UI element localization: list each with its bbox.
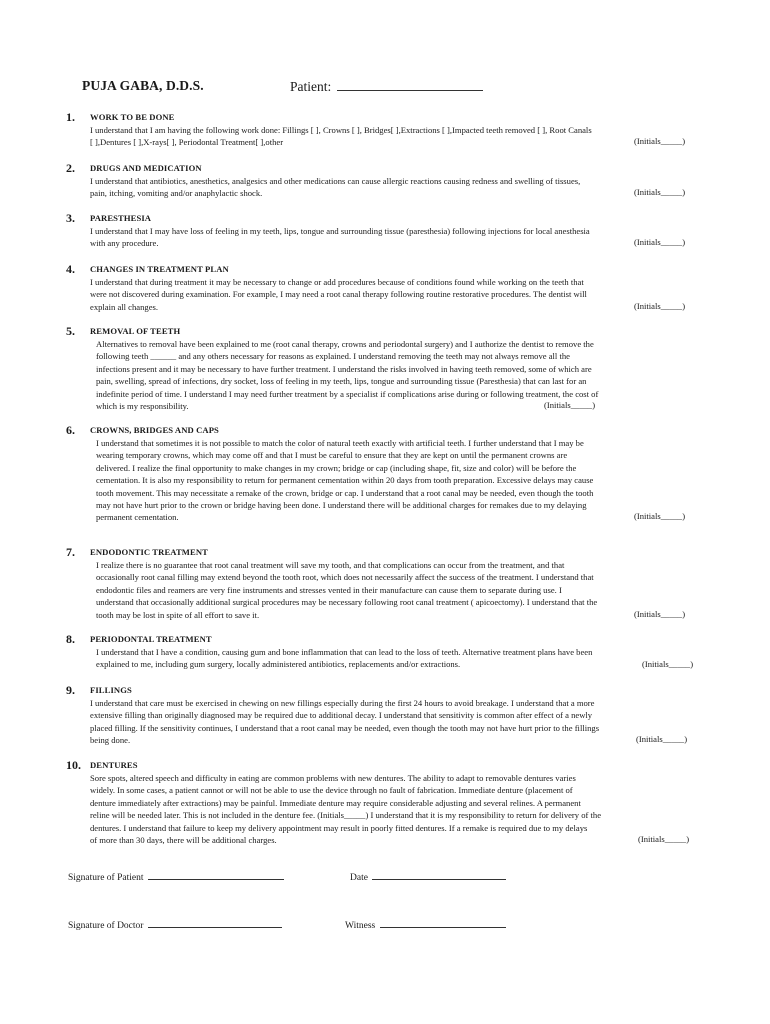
section-title: ENDODONTIC TREATMENT [90,547,208,557]
patient-name-line[interactable] [337,78,483,91]
signature-doctor-line[interactable] [148,918,282,928]
section-body: I understand that during treatment it may be necessary to change or add procedures because of conditions found while working on the teeth that were not discovered during examination. For example, I may need a root canal therapy following routine restorative procedures. The dentist will explain all changes. [90,277,587,312]
witness-field[interactable] [345,918,506,931]
section-body: I understand that care must be exercised in chewing on new fillings especially during the first 24 hours to avoid breakage. I understand that a more extensive filling than originally diagnosed may be required due to additional decay. I understand that sensitivity is common after effect of a newly placed filling. If the sensitivity continues, I understand that a root canal may be needed, even though the tooth may not have hurt prior to the fillings being done. [90,698,600,746]
section-title: PARESTHESIA [90,213,152,223]
initials-field[interactable]: (Initials_____) [642,659,694,669]
section-number: 4. [66,262,75,276]
section-title: REMOVAL OF TEETH [90,326,181,336]
initials-field[interactable]: (Initials_____) [636,734,688,744]
section-number: 6. [66,423,75,437]
witness-line[interactable] [380,918,506,928]
section-body: I realize there is no guarantee that root canal treatment will save my tooth, and that complications can occur from the treatment, and that occasionally root canal filling may extend beyond the tooth root, which does not necessarily affect the success of the treatment. I understand that endodontic files and reamers are very fine instruments and stresses vented in their manufacture can cause them to separate during use. I understand that occasionally additional surgical procedures may be necessary following root canal treatment ( apicoectomy). I understand that the tooth may be lost in spite of all effort to save it. [96,560,598,620]
section-title: DRUGS AND MEDICATION [90,163,202,173]
signature-doctor-label: Signature of Doctor [68,921,146,931]
section-body: I understand that I have a condition, causing gum and bone inflammation that can lead to the loss of teeth. Alternative treatment plans have been explained to me, including gum surgery, locally administered antibiotics, replacements and/or extractions. [96,647,593,670]
section-body: I understand that I am having the following work done: Fillings [ ], Crowns [ ], Bridges[ ],Extractions [ ],Impacted teeth removed [ ], Root Canals [ ],Dentures [ ],X-rays[ ], Periodontal Treatment[ ],other [90,125,592,148]
section-title: CHANGES IN TREATMENT PLAN [90,264,229,274]
date-label: Date [350,873,371,883]
section-number: 1. [66,110,75,124]
section-number: 2. [66,161,75,175]
section-number: 8. [66,632,75,646]
signature-patient-line[interactable] [148,870,284,880]
signature-patient-label: Signature of Patient [68,873,146,883]
date-field[interactable] [350,870,506,883]
section-title: CROWNS, BRIDGES AND CAPS [90,425,219,435]
initials-field[interactable]: (Initials_____) [634,301,686,311]
section-body: Sore spots, altered speech and difficulty in eating are common problems with new dentures. The ability to adapt to removable dentures varies widely. In some cases, a patient cannot or will not be able to use the device through no fault of fabrication. Immediate denture (placement of denture immediately after extractions) may be painful. Immediate denture may require considerable adjusting and several relines. A permanent reline will be needed later. This is not included in the denture fee. (Initials_____) I understand that it is my responsibility to return for delivery of the dentures. I understand that failure to keep my delivery appointment may result in poorly fitted dentures. If a remake is required due to my delays of more than 30 days, there will be additional charges. [90,773,602,846]
signature-patient-field[interactable] [68,870,284,883]
initials-field[interactable]: (Initials_____) [634,609,686,619]
signature-doctor-field[interactable] [68,918,282,931]
section-title: PERIODONTAL TREATMENT [90,634,212,644]
patient-field[interactable] [290,78,483,95]
section-number: 7. [66,545,75,559]
section-body: I understand that sometimes it is not possible to match the color of natural teeth exactly with artificial teeth. I further understand that I may be wearing temporary crowns, which may come off and that I must be careful to ensure that they are kept on until the permanent crowns are delivered. I realize the final opportunity to make changes in my crown; bridge or cap (including shape, fit, size and color) will be before the cementation. It is also my responsibility to return for permanent cementation within 20 days from tooth preparation. Excessive delays may cause tooth movement. This may necessitate a remake of the crown, bridge or cap. I understand that a root canal may be needed, even though the tooth may not have hurt prior to the crown or bridge having been done. I understand there will be additional charges for remakes due to my delaying permanent cementation. [96,438,594,523]
initials-field[interactable]: (Initials_____) [634,136,686,146]
initials-field[interactable]: (Initials_____) [638,834,690,844]
section-title: FILLINGS [90,685,132,695]
section-body: I understand that antibiotics, anesthetics, analgesics and other medications can cause allergic reactions causing redness and swelling of tissues, pain, itching, vomiting and/or anaphylactic shock. [90,176,581,199]
section-title: WORK TO BE DONE [90,112,175,122]
section-body: I understand that I may have loss of feeling in my teeth, lips, tongue and surrounding tissue (paresthesia) following injections for local anesthesia with any procedure. [90,226,590,249]
section-number: 3. [66,211,75,225]
section-title: DENTURES [90,760,138,770]
initials-field[interactable]: (Initials_____) [634,237,686,247]
initials-field[interactable]: (Initials_____) [634,511,686,521]
witness-label: Witness [345,921,378,931]
section-number: 9. [66,683,75,697]
section-number: 10. [66,758,81,772]
initials-field[interactable]: (Initials_____) [634,187,686,197]
section-body: Alternatives to removal have been explained to me (root canal therapy, crowns and periodontal surgery) and I authorize the dentist to remove the following teeth ______ and any others necessary for reasons as explained. I understand removing the teeth may not always remove all the infections present and it may be necessary to have further treatment. I understand the risks involved in having teeth removed, some of which are pain, swelling, spread of infections, dry socket, loss of feeling in my teeth, lips, tongue and surrounding tissue (Paresthesia) that can last for an indefinite period of time. I understand I may need further treatment by a specialist if complications arise during or following treatment, the cost of which is my responsibility. [96,339,599,412]
patient-label: Patient: [290,79,335,94]
doctor-name: PUJA GABA, D.D.S. [82,78,204,93]
form-header [82,78,682,98]
section-number: 5. [66,324,75,338]
date-line[interactable] [372,870,506,880]
initials-field[interactable]: (Initials_____) [544,400,596,410]
